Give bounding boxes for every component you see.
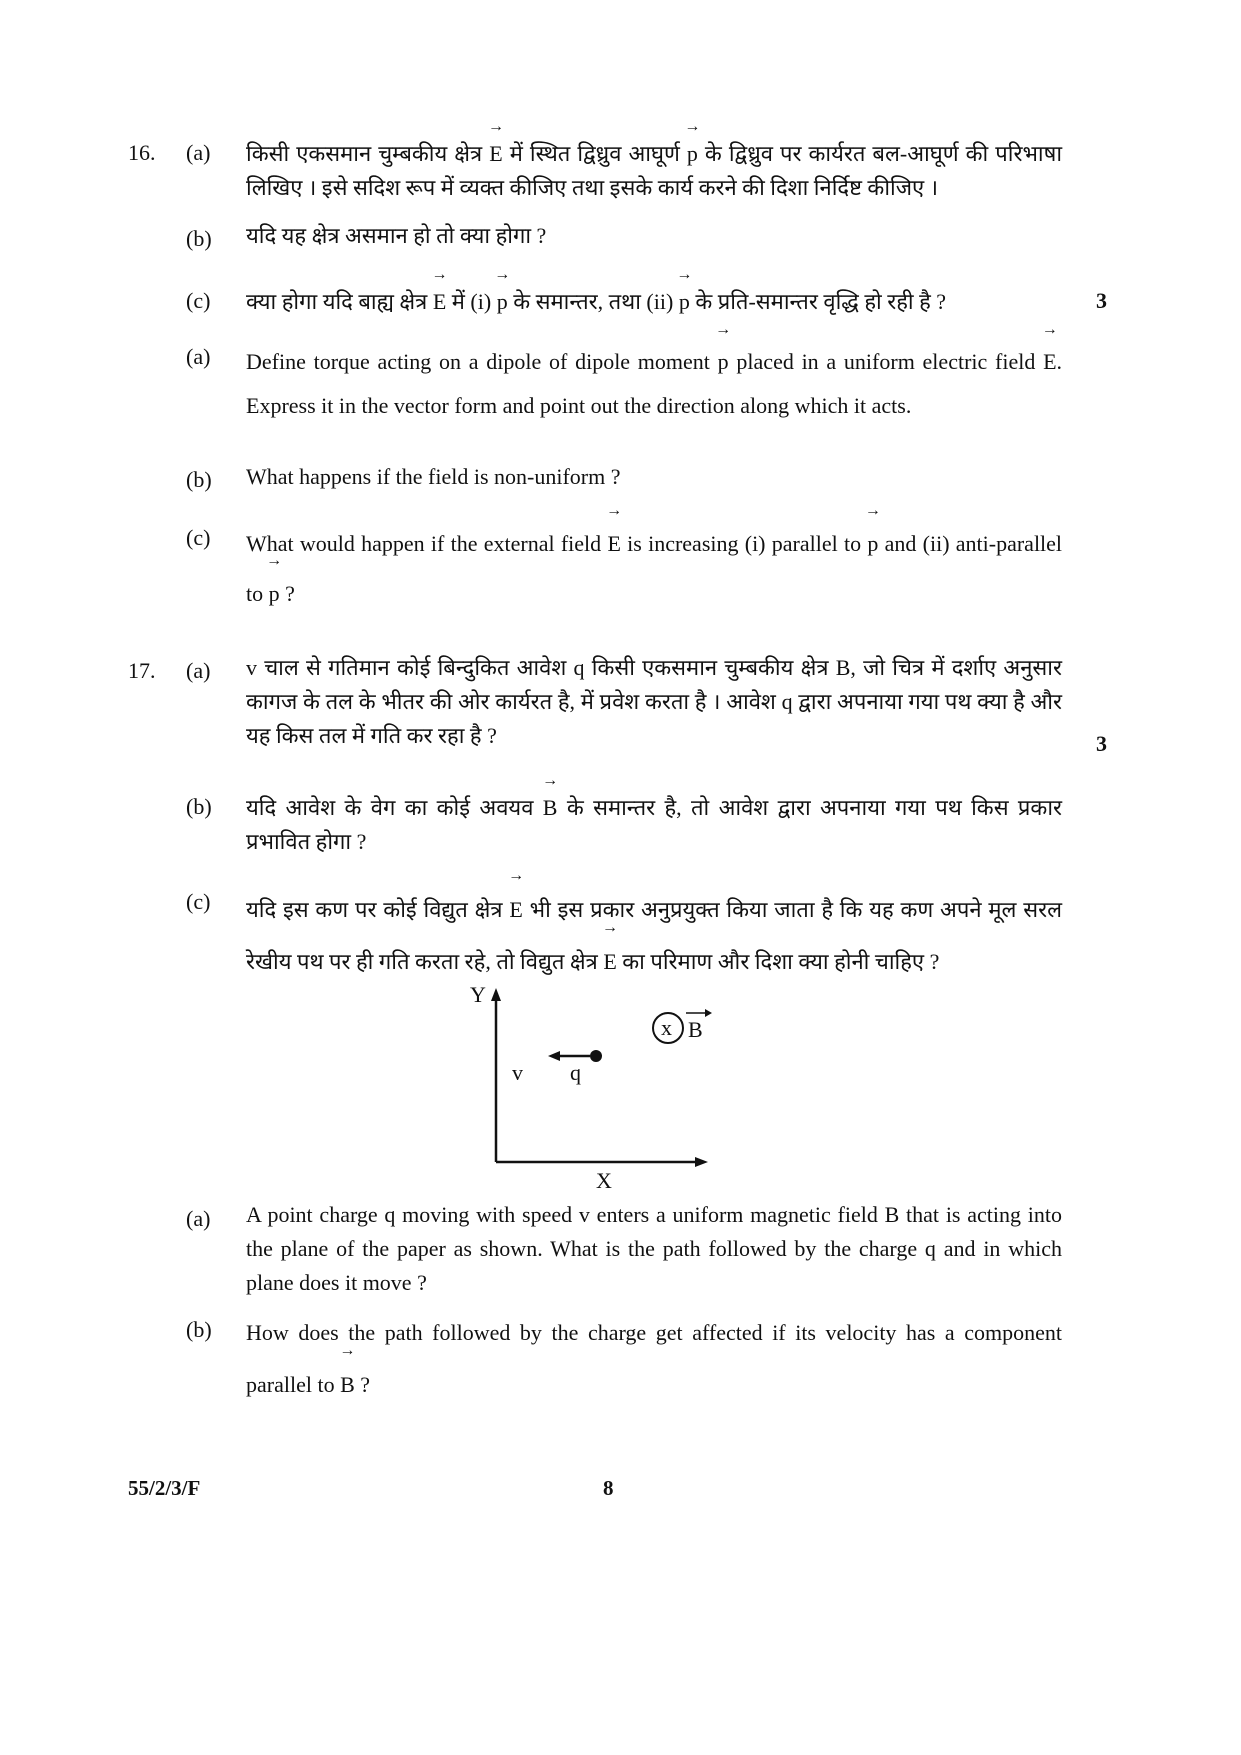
- x-axis-arrowhead: [695, 1157, 708, 1167]
- velocity-label: v: [512, 1060, 523, 1085]
- page-number: 8: [603, 1476, 614, 1500]
- q16-hindi-a-label: (a): [186, 140, 211, 165]
- q16-hindi-a-text: किसी एकसमान चुम्बकीय क्षेत्र → E में स्थित द्विध्रुव आघूर्ण → p के द्विध्रुव पर कार्यरत बल-आघूर्ण की परिभाषा लिखिए । इसे सदिश रूप में व्यक्त कीजिए तथा इसके कार्य करने की दिशा निर्दिष्ट कीजिए ।: [246, 133, 1062, 205]
- q17-hindi-a-label: (a): [186, 658, 211, 683]
- q16-hindi-c-label: (c): [186, 288, 211, 313]
- q17-hindi-a-text: v चाल से गतिमान कोई बिन्दुकित आवेश q किसी एकसमान चुम्बकीय क्षेत्र B, जो चित्र में दर्शाए अनुसार कागज के तल के भीतर की ओर कार्यरत है, में प्रवेश करता है । आवेश q द्वारा अपनाया गया पथ क्या है और यह किस तल में गति कर रहा है ?: [246, 655, 1062, 748]
- magnetic-field-figure: [460, 980, 720, 1190]
- vector-E: → E: [509, 882, 522, 934]
- field-b-label: B: [688, 1017, 703, 1042]
- q16-english-a-label: (a): [186, 344, 211, 369]
- vector-B: → B: [340, 1357, 355, 1409]
- y-axis-label: Y: [470, 982, 486, 1007]
- q17-hindi-b-text: यदि आवेश के वेग का कोई अवयव → B के समान्तर है, तो आवेश द्वारा अपनाया गया पथ किस प्रकार प्रभावित होगा ?: [246, 787, 1062, 859]
- q17-english-a-label: (a): [186, 1206, 211, 1231]
- vector-E: → E: [489, 133, 502, 171]
- paper-code: 55/2/3/F: [128, 1476, 201, 1500]
- field-b-vector-arrowhead: [705, 1009, 712, 1017]
- vector-p: → p: [687, 133, 698, 171]
- q16-english-c-text: What would happen if the external field → E is increasing (i) parallel to → p and (ii) anti-parallel to → p ?: [246, 517, 1062, 617]
- q16-english-c-label: (c): [186, 525, 211, 550]
- vector-E: → E: [603, 934, 616, 986]
- q16-marks: 3: [1096, 288, 1107, 313]
- q16-english-b-text: What happens if the field is non-uniform ?: [246, 464, 621, 489]
- q17-english-b-label: (b): [186, 1317, 212, 1342]
- vector-p: → p: [497, 281, 508, 319]
- q17-hindi-c-text: यदि इस कण पर कोई विद्युत क्षेत्र → E भी इस प्रकार अनुप्रयुक्त किया जाता है कि यह कण अपने मूल सरल रेखीय पथ पर ही गति करता रहे, तो विद्युत क्षेत्र → E का परिमाण और दिशा क्या होनी चाहिए ?: [246, 882, 1062, 986]
- vector-p: → p: [269, 567, 280, 617]
- vector-E: → E: [1043, 336, 1056, 384]
- vector-B: → B: [543, 787, 558, 825]
- q17-english-b-text: How does the path followed by the charge get affected if its velocity has a component parallel to → B ?: [246, 1309, 1062, 1409]
- vector-E: → E: [433, 281, 446, 319]
- q17-english-a-text: A point charge q moving with speed v enters a uniform magnetic field B that is acting into the plane of the paper as shown. What is the path followed by the charge q and in which plane does it move ?: [246, 1202, 1062, 1295]
- velocity-arrowhead: [548, 1051, 560, 1061]
- cross-symbol: x: [661, 1015, 672, 1040]
- q17-hindi-c-label: (c): [186, 889, 211, 914]
- x-axis-label: X: [596, 1168, 612, 1190]
- question-number-17: 17.: [128, 658, 156, 683]
- q16-hindi-b-text: यदि यह क्षेत्र असमान हो तो क्या होगा ?: [246, 223, 547, 248]
- question-number-16: 16.: [128, 140, 156, 165]
- vector-p: → p: [718, 336, 729, 384]
- vector-p: → p: [679, 281, 690, 319]
- vector-p: → p: [867, 517, 878, 567]
- q16-english-a-text: Define torque acting on a dipole of dipole moment → p placed in a uniform electric field → E. Express it in the vector form and point out the direction along which it acts.: [246, 336, 1062, 428]
- charge-label: q: [570, 1060, 581, 1085]
- q17-hindi-b-label: (b): [186, 794, 212, 819]
- y-axis-arrowhead: [491, 988, 501, 1001]
- vector-E: → E: [607, 517, 620, 567]
- q17-marks: 3: [1096, 731, 1107, 756]
- q16-hindi-c-text: क्या होगा यदि बाह्य क्षेत्र → E में (i) → p के समान्तर, तथा (ii) → p के प्रति-समान्तर वृद्धि हो रही है ?: [246, 281, 1026, 319]
- charge-q-dot: [590, 1050, 602, 1062]
- q16-hindi-b-label: (b): [186, 226, 212, 251]
- q16-english-b-label: (b): [186, 467, 212, 492]
